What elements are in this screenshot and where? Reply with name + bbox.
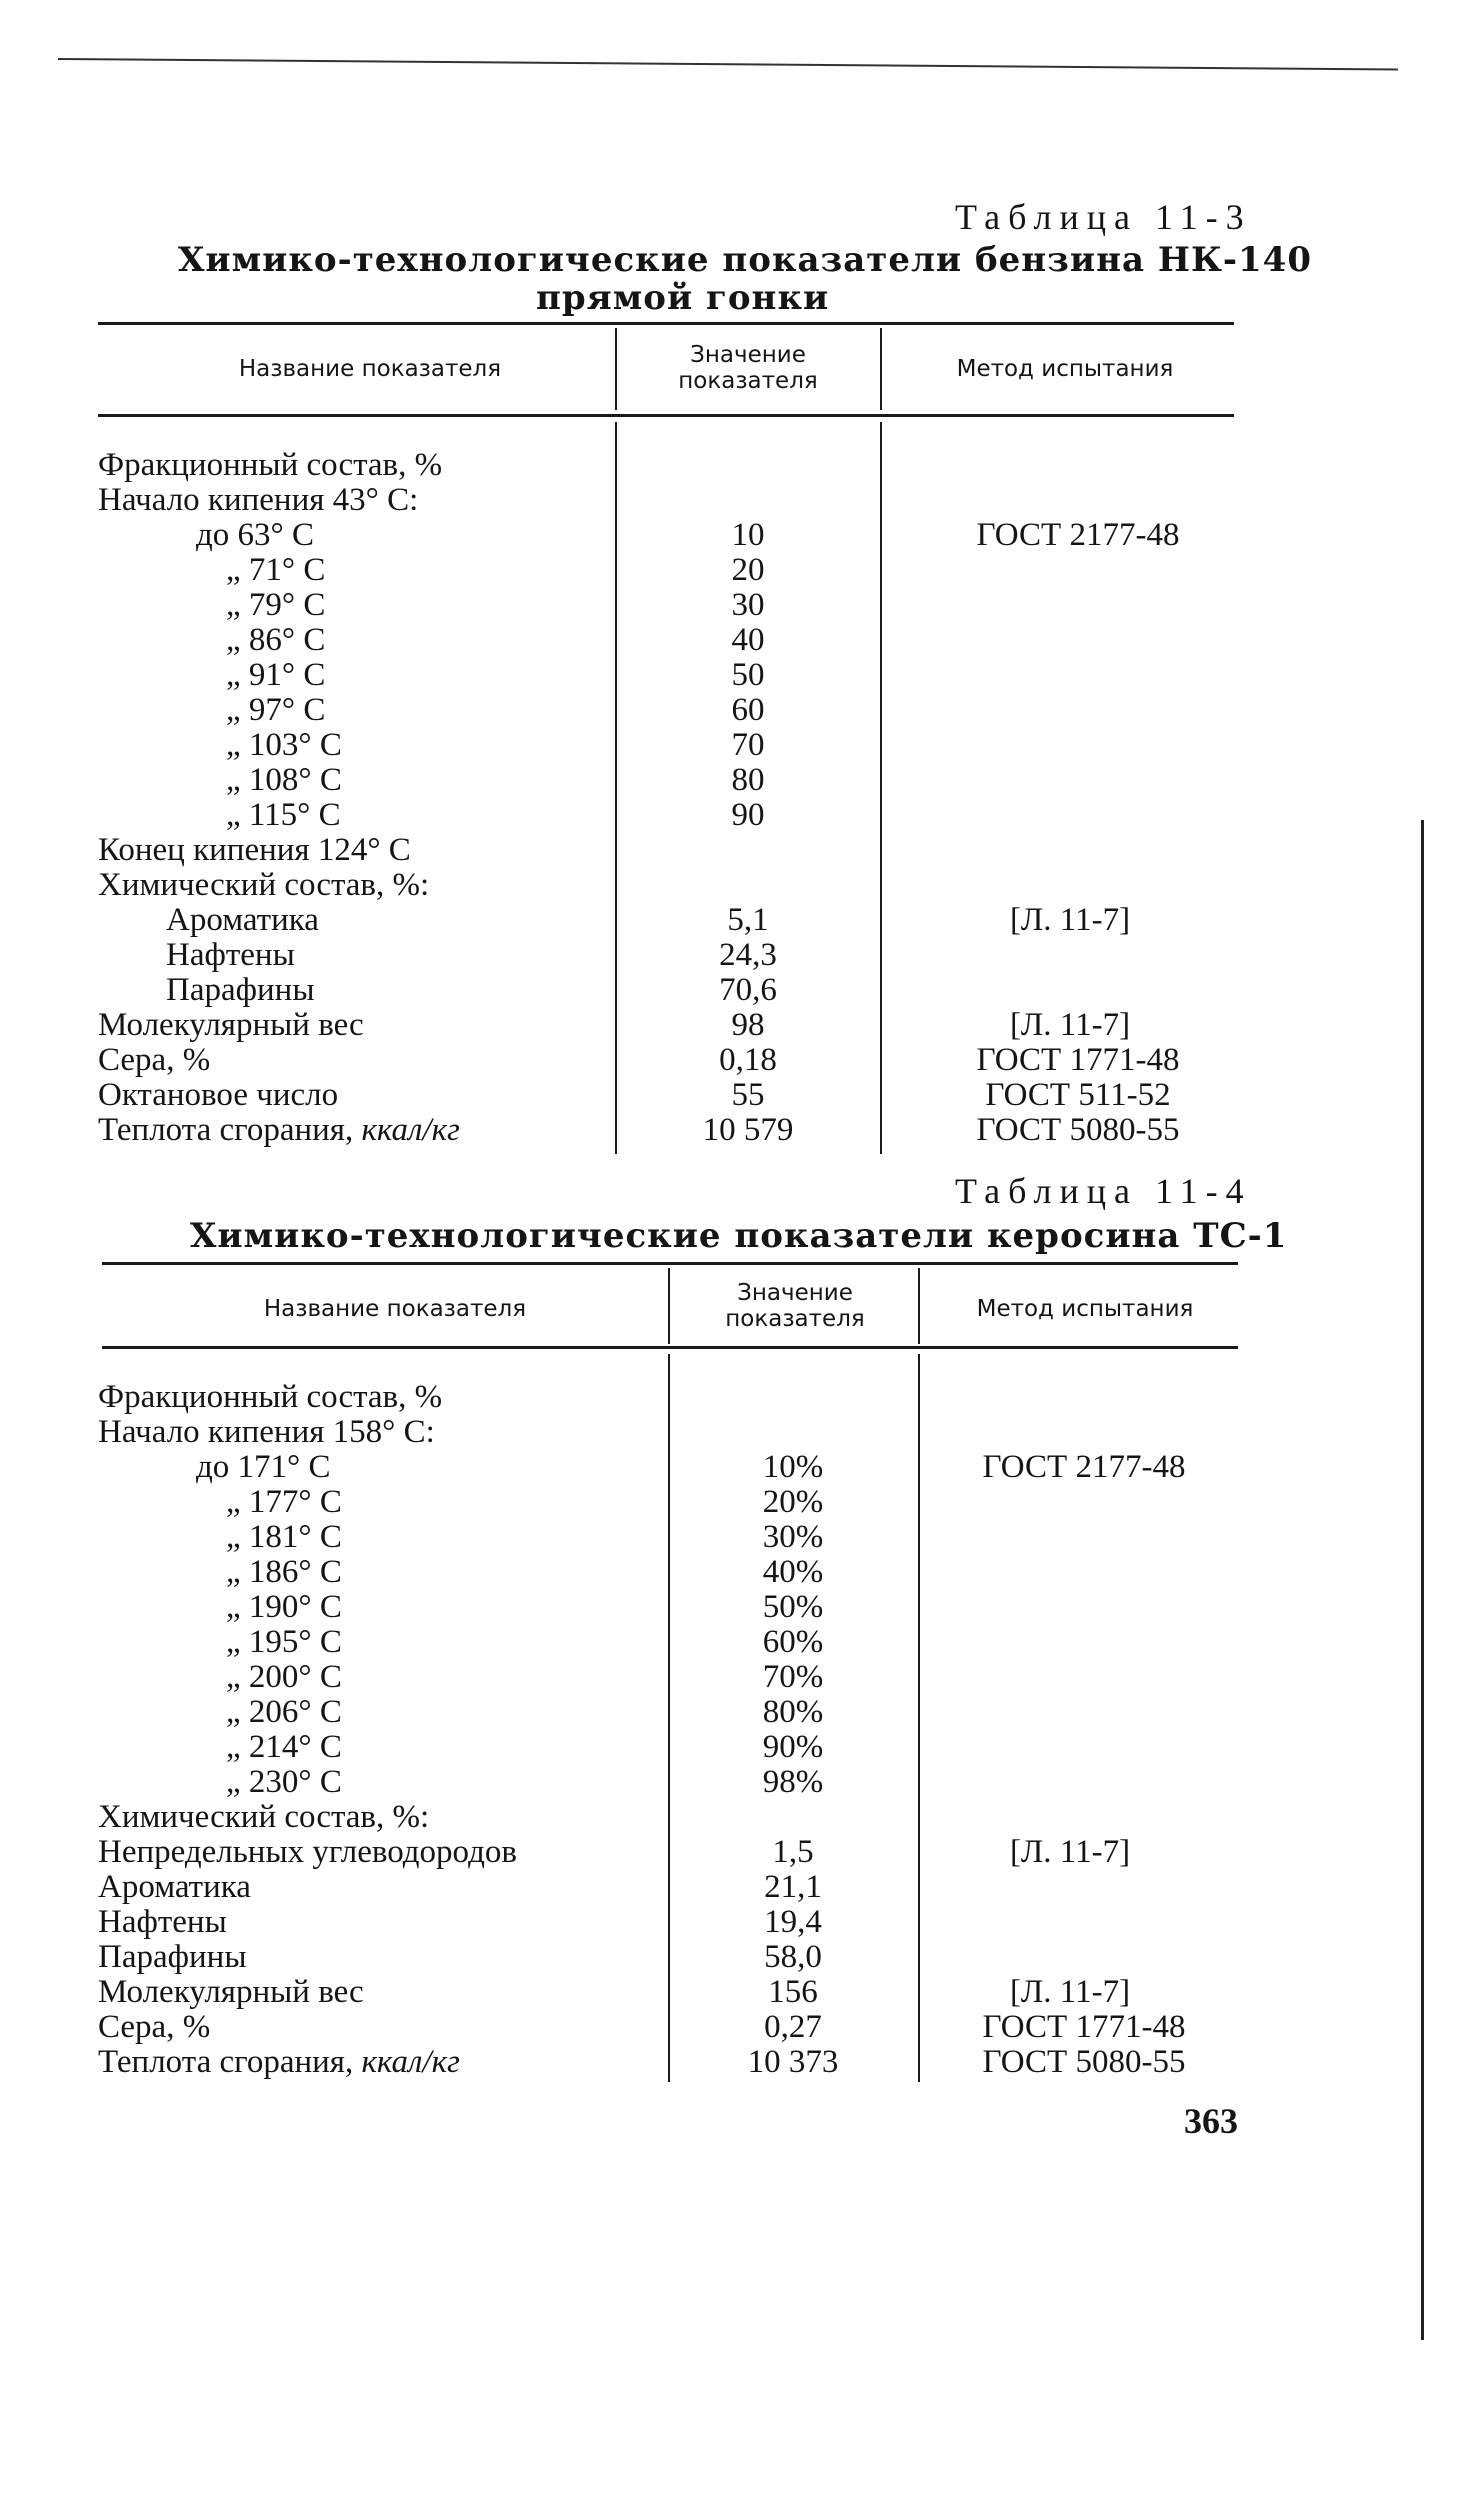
table-11-4-title: Химико-технологические показатели керосина ТС-1 — [190, 1216, 1288, 1256]
table-11-4-header-divider — [918, 1268, 920, 1344]
table-11-4-row-name: до 171° С — [196, 1449, 331, 1485]
table-11-4-row-value: 1,5 — [772, 1834, 814, 1870]
table-11-3-row-name: Фракционный состав, % — [98, 447, 443, 483]
table-11-4-row-name: Непредельных углеводородов — [98, 1834, 517, 1870]
table-11-4-row-value: 58,0 — [764, 1939, 822, 1975]
table-11-3-row-name: „ 79° С — [226, 587, 326, 623]
table-11-4-header-rule — [102, 1346, 1238, 1349]
table-11-3-row-name: Октановое число — [98, 1077, 339, 1113]
table-11-4-row-value: 70% — [762, 1659, 824, 1695]
table-11-3-row-name: „ 86° С — [226, 622, 326, 658]
table-11-4-row-value: 30% — [762, 1519, 824, 1555]
table-11-3-row-value: 55 — [731, 1077, 765, 1113]
table-11-4-row-name: Фракционный состав, % — [98, 1379, 443, 1415]
table-11-4-row-name: „ 181° С — [226, 1519, 342, 1555]
table-11-3-row-value: 90 — [731, 797, 765, 833]
table-11-3-row-value: 0,18 — [719, 1042, 777, 1078]
table-11-4-row-method: ГОСТ 1771-48 — [982, 2009, 1186, 2045]
table-11-3-row-value: 70 — [731, 727, 765, 763]
table-11-4-row-value: 50% — [762, 1589, 824, 1625]
table-11-3-row-method: ГОСТ 1771-48 — [976, 1042, 1180, 1078]
table-11-3-row-value: 20 — [731, 552, 765, 588]
table-11-3-row-name: „ 103° С — [226, 727, 342, 763]
table-11-3-column-divider — [880, 422, 882, 1154]
table-11-3-row-value: 10 — [731, 517, 765, 553]
table-11-4-row-value: 156 — [768, 1974, 818, 2010]
table-11-3-row-value: 5,1 — [727, 902, 769, 938]
table-11-4-row-name: Сера, % — [98, 2009, 211, 2045]
table-11-4-row-value: 98% — [762, 1764, 824, 1800]
table-11-4-row-name: Парафины — [98, 1939, 247, 1975]
unit-text: ккал/кг — [361, 2044, 460, 2080]
table-11-3-row-name: до 63° С — [196, 517, 314, 553]
page-number: 363 — [1184, 2101, 1238, 2141]
table-11-3-row-value: 60 — [731, 692, 765, 728]
table-11-4-row-value: 60% — [762, 1624, 824, 1660]
table-11-3-row-name: Конец кипения 124° С — [98, 832, 411, 868]
table-11-3-row-name: Химический состав, %: — [98, 867, 430, 903]
table-11-3-row-name: Начало кипения 43° С: — [98, 482, 419, 518]
table-11-3-row-name: Теплота сгорания, ккал/кг — [98, 1112, 460, 1148]
table-11-4-row-method: ГОСТ 5080-55 — [982, 2044, 1186, 2080]
table-11-4-row-name: „ 195° С — [226, 1624, 342, 1660]
table-11-3-row-name: Ароматика — [166, 902, 319, 938]
table-11-3-row-name: „ 71° С — [226, 552, 326, 588]
table-11-3-title-cont: прямой гонки — [536, 278, 830, 318]
table-11-4-row-method: ГОСТ 2177-48 — [982, 1449, 1186, 1485]
table-11-4-row-method: [Л. 11-7] — [1009, 1974, 1131, 2010]
table-11-3-title: Химико-технологические показатели бензина НК-140 — [178, 240, 1312, 280]
table-11-3-column-divider — [615, 422, 617, 1154]
table-11-4-row-name: Начало кипения 158° С: — [98, 1414, 435, 1450]
table-11-4-header-method: Метод испытания — [976, 1296, 1194, 1322]
table-11-3-header-method: Метод испытания — [956, 356, 1174, 382]
table-11-4-row-name: „ 190° С — [226, 1589, 342, 1625]
table-11-3-row-value: 70,6 — [719, 972, 777, 1008]
table-11-4-row-name: „ 200° С — [226, 1659, 342, 1695]
table-11-3-header-name: Название показателя — [238, 356, 502, 382]
table-11-3-top-rule — [98, 322, 1234, 325]
table-11-4-row-method: [Л. 11-7] — [1009, 1834, 1131, 1870]
table-11-4-column-divider — [918, 1354, 920, 2082]
table-11-3-row-value: 24,3 — [719, 937, 777, 973]
table-11-4-row-name: Нафтены — [98, 1904, 227, 1940]
table-11-4-row-value: 90% — [762, 1729, 824, 1765]
table-11-4-column-divider — [668, 1354, 670, 2082]
table-11-4-row-name: „ 206° С — [226, 1694, 342, 1730]
table-11-4-row-value: 20% — [762, 1484, 824, 1520]
table-11-4-header-divider — [668, 1268, 670, 1344]
table-11-3-row-name: „ 91° С — [226, 657, 326, 693]
table-11-3-header-divider — [615, 328, 617, 410]
table-11-3-row-value: 80 — [731, 762, 765, 798]
table-11-3-row-name: „ 115° С — [226, 797, 341, 833]
table-11-3-row-name: Парафины — [166, 972, 315, 1008]
table-11-3-row-value: 40 — [731, 622, 765, 658]
table-11-3-header-rule — [98, 414, 1234, 417]
table-11-4-row-name: Химический состав, %: — [98, 1799, 430, 1835]
table-11-3-row-method: ГОСТ 511-52 — [985, 1077, 1171, 1113]
table-11-4-row-name: Теплота сгорания, ккал/кг — [98, 2044, 460, 2080]
table-11-3-row-method: [Л. 11-7] — [1009, 902, 1131, 938]
table-11-3-row-method: ГОСТ 2177-48 — [976, 517, 1180, 553]
table-11-4-row-value: 10% — [762, 1449, 824, 1485]
table-11-4-header-value: Значение показателя — [725, 1280, 865, 1332]
table-11-4-row-value: 21,1 — [764, 1869, 822, 1905]
table-11-3-row-value: 10 579 — [702, 1112, 794, 1148]
table-11-4-row-name: Ароматика — [98, 1869, 251, 1905]
table-11-3-row-value: 98 — [731, 1007, 765, 1043]
table-11-4-row-value: 40% — [762, 1554, 824, 1590]
table-11-3-row-name: Сера, % — [98, 1042, 211, 1078]
table-11-4-row-name: „ 186° С — [226, 1554, 342, 1590]
table-11-4-row-value: 10 373 — [747, 2044, 839, 2080]
table-11-3-row-method: [Л. 11-7] — [1009, 1007, 1131, 1043]
table-11-3-label: Таблица 11-3 — [955, 197, 1252, 237]
table-11-4-row-value: 80% — [762, 1694, 824, 1730]
table-11-3-row-value: 50 — [731, 657, 765, 693]
table-11-4-row-name: „ 230° С — [226, 1764, 342, 1800]
table-11-4-row-name: Молекулярный вес — [98, 1974, 364, 2010]
table-11-3-row-name: „ 97° С — [226, 692, 326, 728]
table-11-4-top-rule — [102, 1262, 1238, 1265]
table-11-3-header-divider — [880, 328, 882, 410]
table-11-3-row-name: Нафтены — [166, 937, 295, 973]
table-11-3-row-value: 30 — [731, 587, 765, 623]
table-11-4-row-name: „ 177° С — [226, 1484, 342, 1520]
table-11-4-row-name: „ 214° С — [226, 1729, 342, 1765]
scan-border-line — [58, 58, 1398, 71]
table-11-3-row-name: „ 108° С — [226, 762, 342, 798]
unit-text: ккал/кг — [361, 1112, 460, 1148]
table-11-4-row-value: 19,4 — [764, 1904, 822, 1940]
table-11-4-label: Таблица 11-4 — [955, 1171, 1252, 1211]
table-11-3-row-method: ГОСТ 5080-55 — [976, 1112, 1180, 1148]
page-edge-line — [1421, 820, 1424, 2340]
table-11-4-row-value: 0,27 — [764, 2009, 822, 2045]
table-11-4-header-name: Название показателя — [263, 1296, 527, 1322]
table-11-3-header-value: Значение показателя — [678, 342, 818, 394]
table-11-3-row-name: Молекулярный вес — [98, 1007, 364, 1043]
